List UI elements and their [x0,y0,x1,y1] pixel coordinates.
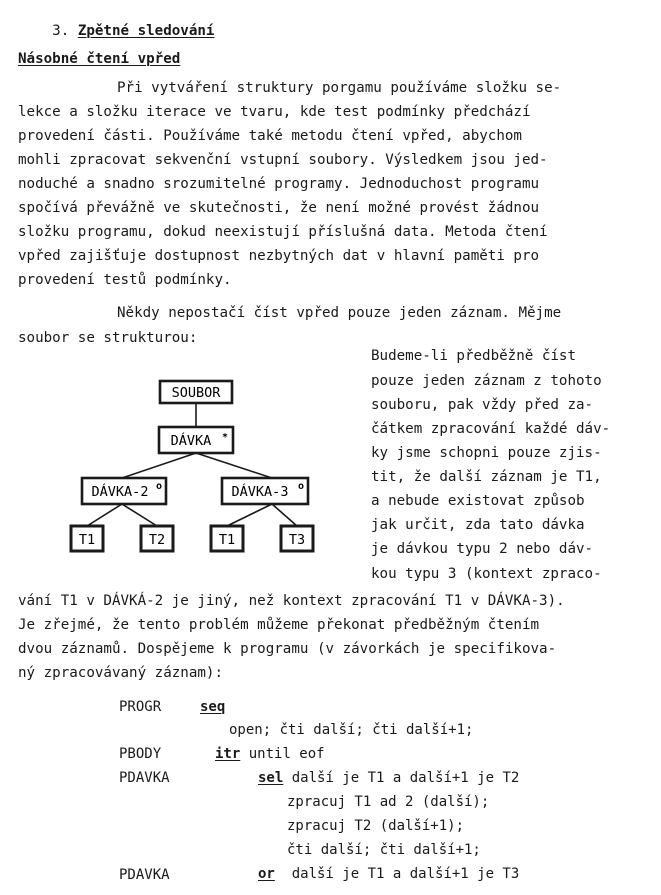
node-davka-3-label: DÁVKA-3 [231,484,289,500]
program-line-itr [215,746,325,763]
section-title: Zpětné sledování [77,23,215,39]
leaf-label: T1 [218,532,236,548]
node-davka [159,427,233,453]
leaf-t1-a [71,526,103,551]
side-text-line: jak určit, zda tato dávka [371,517,585,533]
program-label-pbody: PBODY [119,746,162,762]
program-line: čti další; čti další+1; [287,842,481,858]
node-davka-label: DÁVKA [170,433,212,449]
side-text-line: kou typu 3 (kontext zpraco- [371,566,602,582]
structure-tree-diagram [60,372,340,560]
program-line: zpracuj T2 (další+1); [287,818,465,834]
node-davka-3 [222,478,308,504]
program-line-open: open; čti další; čti další+1; [229,722,474,738]
leaf-label: T3 [288,532,306,548]
leaf-t2 [141,526,173,551]
paragraph1-line: spočívá převážně ve skutečnosti, že není možné provést žádnou [18,200,540,216]
side-text-line: je dávkou typu 2 nebo dáv- [371,541,594,557]
node-soubor-label: SOUBOR [171,385,221,401]
side-text-line: Budeme-li předběžně číst [371,348,576,364]
node-davka-2 [82,478,166,504]
paragraph3-line: vání T1 v DÁVKÁ-2 je jiný, než kontext zpracování T1 v DÁVKA-3). [18,593,565,609]
itr-condition: until eof [248,746,325,762]
side-text-line: tit, že další záznam je T1, [371,469,602,485]
paragraph2-line: soubor se strukturou: [18,330,198,346]
keyword-itr: itr [215,746,241,762]
program-label-pdavka: PDAVKA [119,770,170,786]
program-line-or [258,866,519,883]
iteration-marker-icon: * [221,432,229,443]
paragraph1-line: složku programu, dokud neexistují příslušná data. Metoda čtení [18,224,548,240]
paragraph3-line: Je zřejmé, že tento problém můžeme překonat předběžným čtením [18,617,540,633]
side-text-line: pouze jeden záznam z tohoto [371,373,602,389]
paragraph2-line: Někdy nepostačí číst vpřed pouze jeden záznam. Mějme [117,305,562,321]
tree-edge [122,504,157,526]
side-text-line: a nebude existovat způsob [371,493,585,509]
sel-condition: další je T1 a další+1 je T2 [291,770,520,786]
leaf-label: T1 [78,532,96,548]
paragraph1-line: Při vytváření struktury porgamu používáme složku se- [117,80,562,96]
section-heading [18,6,214,57]
tree-edge [227,504,272,526]
paragraph3-line: ný zpracovávaný záznam): [18,665,223,681]
keyword-or: or [258,866,275,882]
program-label-pdavka-2: PDAVKA [119,867,170,883]
paragraph1-line: mohli zpracovat sekvenční vstupní soubory. Výsledkem jsou jed- [18,152,548,168]
tree-edge [87,504,122,526]
paragraph1-line: lekce a složku iterace ve tvaru, kde test podmínky předchází [18,104,531,120]
leaf-t3 [281,526,313,551]
paragraph1-line: noduché a snadno srozumitelné programy. Jednoduchost programu [18,176,540,192]
side-text-line: souboru, pak vždy před za- [371,397,594,413]
program-label-progr: PROGR [119,699,162,715]
tree-edge [272,504,297,526]
paragraph1-line: vpřed zajišťuje dostupnost nezbytných dat v hlavní paměti pro [18,248,540,264]
side-text-line: ky jsme schopni pouze zjis- [371,445,602,461]
side-text-line: čátkem zpracování každé dáv- [371,421,611,437]
leaf-label: T2 [148,532,166,548]
node-davka-2-label: DÁVKA-2 [91,484,149,500]
paragraph1-line: provedení testů podmínky. [18,272,232,288]
leaf-t1-b [211,526,243,551]
tree-edge [196,453,272,478]
tree-edge [122,453,196,478]
selection-marker-icon: o [297,481,305,492]
or-condition: další je T1 a další+1 je T3 [291,866,520,882]
node-soubor [160,381,232,403]
paragraph1-line: provedení části. Používáme také metodu čtení vpřed, abychom [18,128,522,144]
section-number: 3. [52,23,70,39]
program-line-sel [258,770,519,787]
selection-marker-icon: o [155,481,163,492]
keyword-seq: seq [200,699,226,715]
subheading: Násobné čtení vpřed [18,51,181,67]
paragraph3-line: dvou záznamů. Dospějeme k programu (v závorkách je specifikova- [18,641,557,657]
keyword-sel: sel [258,770,284,786]
program-line: zpracuj T1 ad 2 (další); [287,794,490,810]
